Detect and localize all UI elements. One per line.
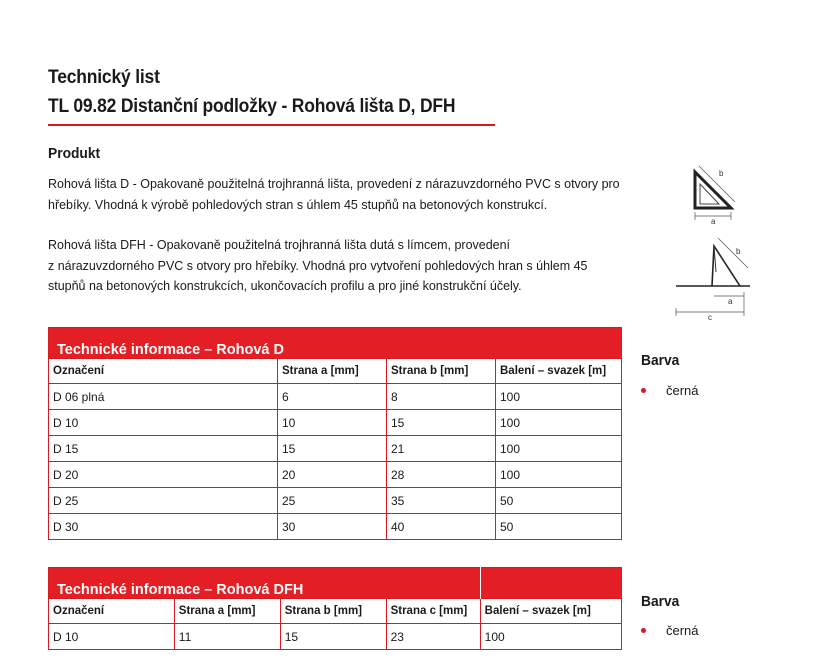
cell: 11 [174, 624, 280, 650]
table-row [49, 436, 622, 462]
table-row [49, 514, 622, 540]
label-b: b [736, 247, 741, 256]
paragraph-line: hřebíky. Vhodná k výrobě pohledových stran s úhlem 45 stupňů na betonových konstrukcí. [48, 196, 548, 212]
cell: 40 [387, 514, 496, 540]
cell: 15 [278, 436, 387, 462]
profile-dfh-sketch [670, 232, 754, 322]
table-row [49, 488, 622, 514]
label-a: a [728, 297, 733, 306]
cell: D 20 [49, 462, 278, 488]
table-title-row [49, 568, 622, 599]
cell: 10 [278, 410, 387, 436]
label-c: c [708, 313, 712, 322]
paragraph-line: z nárazuvzdorného PVC s otvory pro hřebíky. Vhodná pro vytvoření pohledových hran s úhlem 45 [48, 257, 588, 273]
table-title-text: Technické informace – Rohová D [57, 342, 284, 358]
cell: 25 [278, 488, 387, 514]
cell: 20 [278, 462, 387, 488]
col-header-baleni: Balení – svazek [m] [496, 359, 622, 384]
cell: 15 [387, 410, 496, 436]
cell: D 25 [49, 488, 278, 514]
cell: 6 [278, 384, 387, 410]
table-rohova-d [48, 327, 622, 540]
table-row [49, 462, 622, 488]
table-title-row [49, 328, 622, 359]
cell: 50 [496, 514, 622, 540]
cell: D 10 [49, 410, 278, 436]
profile-d-sketch [683, 160, 753, 226]
cell: 23 [386, 624, 480, 650]
cell: D 15 [49, 436, 278, 462]
cell: 28 [387, 462, 496, 488]
color-value: černá [666, 623, 699, 638]
cell: 100 [496, 410, 622, 436]
label-a: a [711, 217, 716, 226]
color-item-d [641, 383, 699, 398]
col-header-baleni: Balení – svazek [m] [480, 599, 621, 624]
table-row [49, 624, 622, 650]
table-title-text: Technické informace – Rohová DFH [57, 582, 304, 598]
table-row [49, 410, 622, 436]
table-header-row [49, 599, 622, 624]
cell: 8 [387, 384, 496, 410]
cell: D 06 plná [49, 384, 278, 410]
paragraph-line: Rohová lišta DFH - Opakovaně použitelná trojhranná lišta dutá s límcem, provedení [48, 237, 510, 252]
col-header-strana-b: Strana b [mm] [387, 359, 496, 384]
cell: D 10 [49, 624, 175, 650]
color-item-dfh [641, 623, 699, 638]
cell: 30 [278, 514, 387, 540]
table-title-spacer [480, 568, 621, 599]
paragraph-line: stupňů na betonových konstrukcích, ukončovacích profilu a pro jiné konstrukční účely. [48, 278, 522, 293]
color-heading-dfh: Barva [641, 593, 680, 610]
paragraph-line: Rohová lišta D - Opakovaně použitelná trojhranná lišta, provedení z nárazuvzdorného PVC s otvory pro [48, 176, 620, 191]
cell: 100 [496, 462, 622, 488]
col-header-strana-b: Strana b [mm] [280, 599, 386, 624]
cell: 100 [496, 384, 622, 410]
cell: 50 [496, 488, 622, 514]
bullet-icon [641, 628, 646, 633]
product-paragraph-dfh [48, 235, 587, 297]
bullet-icon [641, 388, 646, 393]
table-rohova-dfh [48, 567, 622, 650]
table-row [49, 384, 622, 410]
cell: 35 [387, 488, 496, 514]
cell: 21 [387, 436, 496, 462]
table-header-row [49, 359, 622, 384]
cell: D 30 [49, 514, 278, 540]
color-heading-d: Barva [641, 352, 680, 369]
cell: 100 [480, 624, 621, 650]
product-heading: Produkt [48, 145, 101, 162]
title-underline [48, 124, 495, 126]
table-title [49, 568, 481, 599]
col-header-strana-a: Strana a [mm] [278, 359, 387, 384]
cell: 15 [280, 624, 386, 650]
table-title [49, 328, 622, 359]
col-header-oznaceni: Označení [49, 599, 175, 624]
color-value: černá [666, 383, 699, 398]
product-paragraph-d [48, 174, 620, 215]
col-header-strana-c: Strana c [mm] [386, 599, 480, 624]
col-header-oznaceni: Označení [49, 359, 278, 384]
cell: 100 [496, 436, 622, 462]
col-header-strana-a: Strana a [mm] [174, 599, 280, 624]
doc-title-line1: Technický list [48, 67, 160, 88]
doc-title-line2: TL 09.82 Distanční podložky - Rohová lišta D, DFH [48, 96, 456, 117]
label-b: b [719, 169, 724, 178]
